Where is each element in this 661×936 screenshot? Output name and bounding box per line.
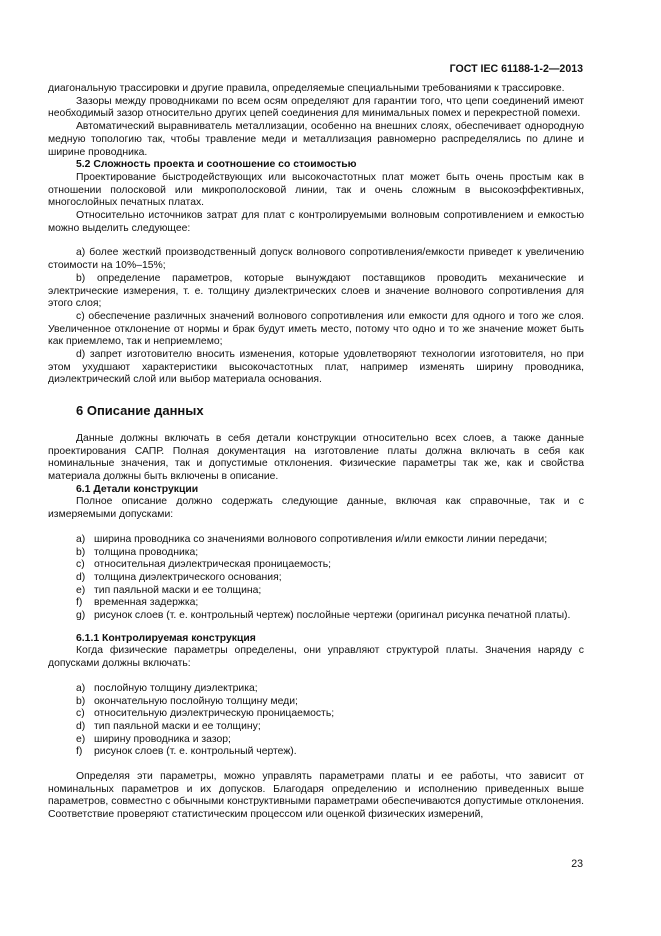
section-heading-6-1: 6.1 Детали конструкции [76,483,199,495]
standard-header: ГОСТ IEC 61188-1-2—2013 [449,63,583,75]
list-item: a) ширина проводника со значениями волнового сопротивления и/или емкости линии передачи; [76,533,548,545]
paragraph: Зазоры между проводниками по всем осям определяют для гарантии того, что цепи соединений имеют необходимый зазор относительно других цепей соединения для минимальных помех и перекрестной помехи. [48,95,584,120]
list-item: d) тип паяльной маски и ее толщину; [76,720,261,732]
page-content [48,83,584,822]
paragraph: Проектирование быстродействующих или высокочастотных плат может быть очень простым как в отношении полосковой или микрополосковой линии, так и очень сложным в высокоэффективных, многослойных печатных платах. [48,171,584,209]
controlled-construction-list [48,683,584,759]
paragraph: Определяя эти параметры, можно управлять параметрами платы и ее работы, что зависит от номинальных параметров и их допусков. Благодаря определению и исполнению приведенных выше параметров, совместно с обычными конструктивными параметрами обеспечиваются допустимые отклонения. Соответствие проверяют статистическим процессом или оценкой физических измерений, [48,771,584,821]
list-item: с) обеспечение различных значений волнового сопротивления или емкости для одного и того же слоя. Увеличенное отклонение от нормы и брак будут иметь место, потому что одно и то же значение может быть как приемлемо, так и неприемлемо; [48,310,584,348]
list-item: d) толщина диэлектрического основания; [76,571,282,583]
list-item: b) окончательную послойную толщину меди; [76,695,298,707]
list-item: e) тип паяльной маски и ее толщина; [76,584,262,596]
list-item: b) определение параметров, которые вынуждают поставщиков проводить механические и электрические измерения, т. е. толщину диэлектрических слоев и значение волнового сопротивления для этого слоя; [48,272,584,310]
list-item: d) запрет изготовителю вносить изменения, которые удовлетворяют технологии изготовителя, но при этом ухудшают характеристики высокочастотных плат, например изменять ширину проводника, диэлектрический слой или выбор материала основания. [48,349,584,386]
paragraph: Автоматический выравниватель металлизации, особенно на внешних слоях, обеспечивает однородную медную топологию так, чтобы травление меди и металлизация равномерно распределялись по длине и ширине проводника. [48,121,584,158]
list-item: b) толщина проводника; [76,546,199,558]
list-item: c) относительную диэлектрическую проницаемость; [76,708,335,720]
paragraph: Данные должны включать в себя детали конструкции относительно всех слоев, а также данные проектирования САПР. Полная документация на изготовление платы должна включать в себя как номинальные значения, так и допустимые отклонения. Физические параметры так же, как и свойства материала должны быть включены в описание. [48,432,584,482]
list-item: f) рисунок слоев (т. е. контрольный чертеж). [76,746,297,758]
section-heading-6: 6 Описание данных [76,403,204,419]
construction-details-list [48,534,584,623]
paragraph: Относительно источников затрат для плат с контролируемыми волновым сопротивлением и емкостью можно выделить следующее: [48,210,584,234]
list-item: c) относительная диэлектрическая проницаемость; [76,559,332,571]
paragraph: Когда физические параметры определены, они управляют структурой платы. Значения наряду с допусками должны включать: [48,645,584,670]
paragraph: диагональную трассировки и другие правила, определяемые специальными требованиями к трассировке. [48,83,565,94]
list-item: a) послойную толщину диэлектрика; [76,682,258,694]
section-heading-6-1-1: 6.1.1 Контролируемая конструкция [76,632,256,644]
list-item: e) ширину проводника и зазор; [76,733,231,745]
page-number: 23 [571,858,583,870]
section-heading-5-2: 5.2 Сложность проекта и соотношение со стоимостью [76,159,357,171]
list-item: g) рисунок слоев (т. е. контрольный чертеж) послойные чертежи (оригинал рисунка печатной платы). [76,610,571,622]
list-item: а) более жесткий производственный допуск волнового сопротивления/емкости приведет к увеличению стоимости на 10%–15%; [48,247,584,272]
list-item: f) временная задержка; [76,597,199,609]
paragraph: Полное описание должно содержать следующие данные, включая как справочные, так и с измеряемыми допусками: [48,496,584,521]
